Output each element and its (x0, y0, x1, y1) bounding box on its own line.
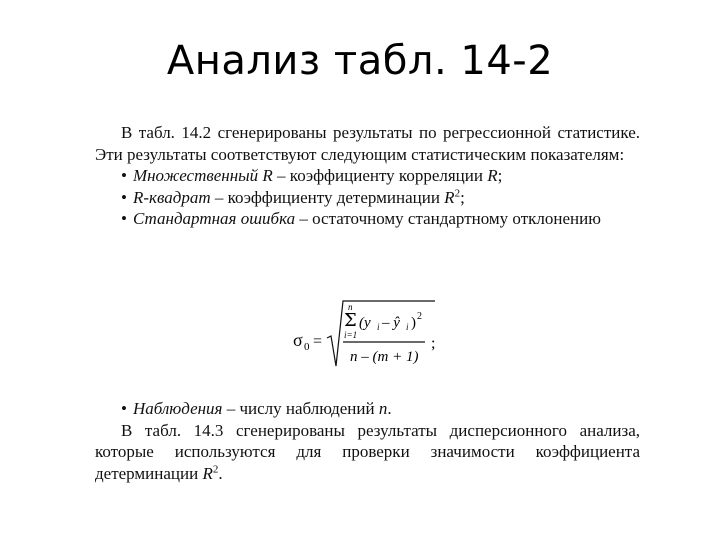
formula-equals: = (313, 333, 323, 350)
bullet-term: Стандартная ошибка (132, 209, 296, 228)
numerator-exponent: 2 (417, 311, 422, 322)
numerator-y: (y (359, 315, 371, 331)
bullet-text: – остаточному стандартному отклонению (295, 209, 601, 228)
punctuation: ; (497, 166, 503, 185)
bullet-text: – коэффициенту детерминации (210, 187, 445, 207)
bullet-text: – коэффициенту корреляции (272, 166, 488, 185)
punctuation: . (387, 399, 392, 418)
sigma-icon: Σ (344, 310, 357, 331)
numerator-sub: i (406, 322, 409, 332)
superscript: 2 (212, 462, 219, 475)
variable: R (444, 187, 455, 207)
formula-semicolon: ; (431, 335, 436, 352)
after-formula-block (95, 398, 640, 484)
bullet-multiple-r (121, 165, 640, 187)
bullet-term: Множественный R (132, 166, 273, 185)
variable: n (378, 399, 388, 418)
bullet-term: R-квадрат (132, 187, 211, 207)
variable: R (487, 166, 498, 185)
numerator-yhat: – ŷ (382, 315, 400, 331)
outro-paragraph (95, 420, 640, 485)
numerator-close: ) (411, 315, 416, 331)
formula-lhs: σ (293, 330, 303, 350)
sum-lower-limit: i=1 (344, 330, 358, 340)
scanned-text-block (95, 122, 640, 492)
outro-text: В табл. 14.3 сгенерированы результаты дисперсионного анализа, которые используются для проверки значимости коэффициента детерминации (95, 420, 640, 483)
superscript: 2 (454, 186, 461, 199)
bullet-r-squared (121, 187, 640, 209)
punctuation: . (218, 463, 223, 483)
numerator-sub: i (377, 322, 380, 332)
sum-upper-limit: n (348, 302, 353, 312)
denominator: n – (m + 1) (350, 349, 419, 365)
std-deviation-formula (293, 298, 453, 378)
formula-lhs-sub: 0 (304, 341, 310, 353)
formula-graphic (293, 298, 453, 378)
slide-title: Анализ табл. 14-2 (166, 38, 554, 84)
variable: R (202, 463, 213, 483)
intro-paragraph: В табл. 14.2 сгенерированы результаты по регрессионной статистике. Эти результаты соответствуют следующим статистическим показателям: (95, 123, 640, 164)
punctuation: ; (460, 187, 465, 207)
bullet-observations (121, 398, 640, 420)
bullet-standard-error (121, 208, 640, 230)
bullet-term: Наблюдения (132, 399, 223, 418)
bullet-text: – числу наблюдений (222, 399, 379, 418)
